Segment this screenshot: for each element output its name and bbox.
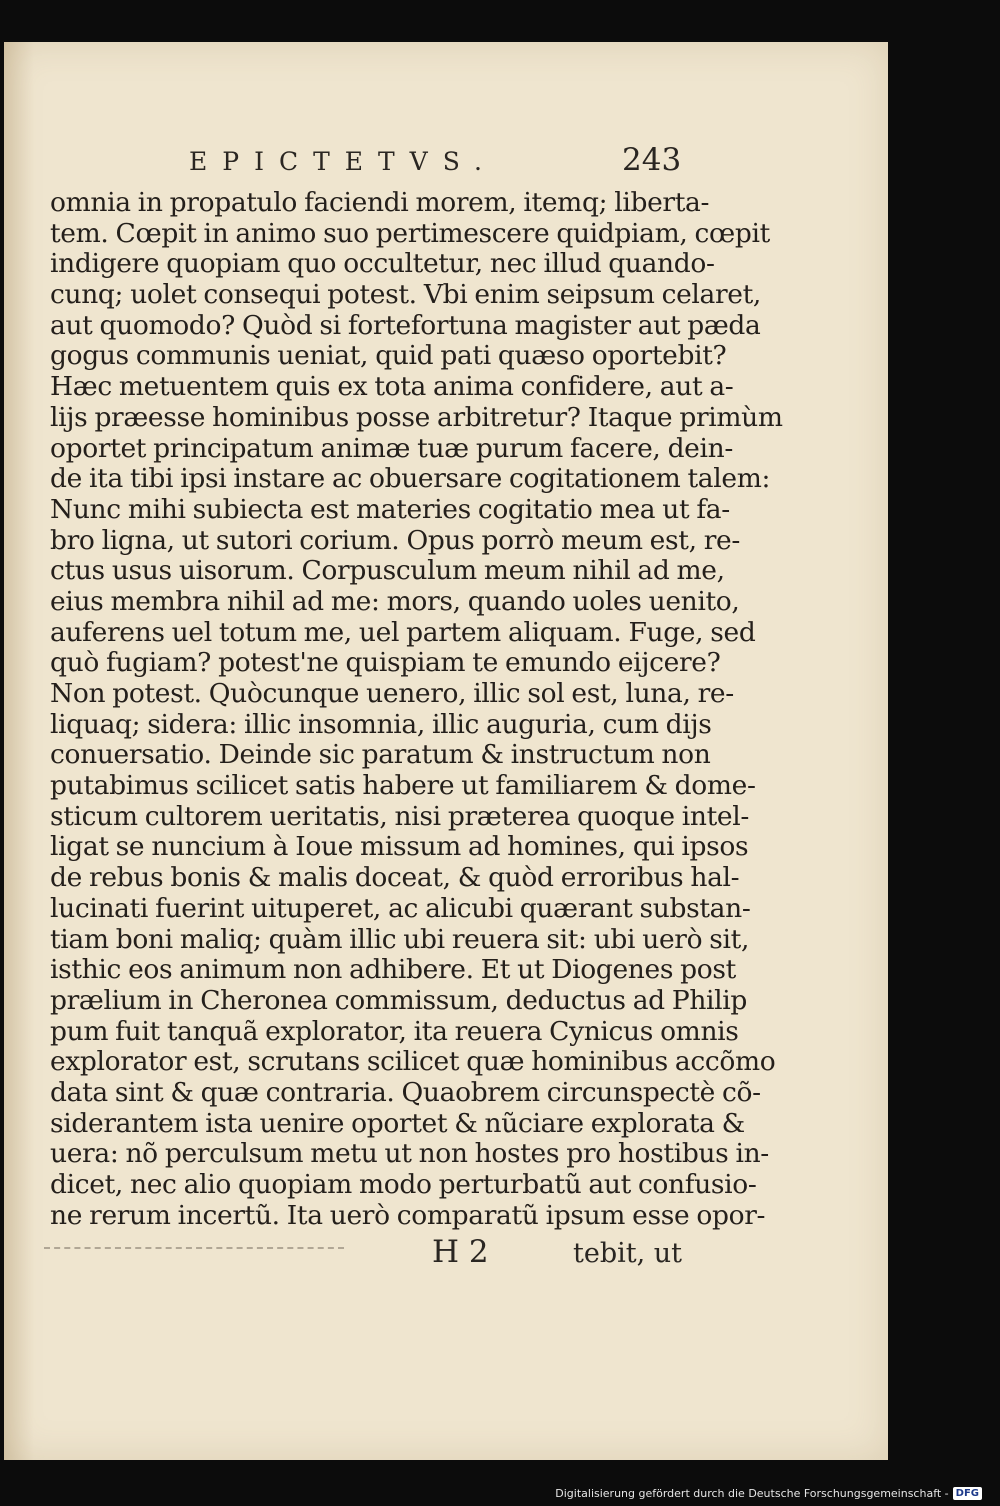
text-line: oportet principatum animæ tuæ purum facere, dein- xyxy=(50,432,733,464)
text-line: tem. Cœpit in animo suo pertimescere quidpiam, cœpit xyxy=(50,217,770,249)
text-line: pum fuit tanquã explorator, ita reuera Cynicus omnis xyxy=(50,1015,739,1047)
text-line: indigere quopiam quo occultetur, nec illud quando- xyxy=(50,248,715,280)
text-line: cunq; uolet consequi potest. Vbi enim seipsum celaret, xyxy=(50,279,762,311)
book-page xyxy=(4,42,888,1460)
text-line: Hæc metuentem quis ex tota anima confidere, aut a- xyxy=(50,371,734,403)
running-head: EPICTETVS. xyxy=(189,147,497,176)
page-number: 243 xyxy=(622,142,682,178)
text-line: ne rerum incertũ. Ita uerò comparatũ ipsum esse opor- xyxy=(50,1199,766,1231)
text-line: sticum cultorem ueritatis, nisi præterea quoque intel- xyxy=(50,800,749,832)
text-line: quò fugiam? potest'ne quispiam te emundo eijcere? xyxy=(50,647,721,679)
text-line: Non potest. Quòcunque uenero, illic sol est, luna, re- xyxy=(50,678,734,709)
text-line: prælium in Cheronea commissum, deductus ad Philip xyxy=(50,984,748,1016)
text-line: tiam boni maliq; quàm illic ubi reuera sit: ubi uerò sit, xyxy=(50,923,750,955)
text-line: putabimus scilicet satis habere ut familiarem & dome- xyxy=(50,770,756,802)
text-line: aut quomodo? Quòd si fortefortuna magister aut pæda xyxy=(50,309,761,341)
text-line: isthic eos animum non adhibere. Et ut Diogenes post xyxy=(50,954,736,986)
text-line: liquaq; sidera: illic insomnia, illic auguria, cum dijs xyxy=(50,708,712,740)
text-line: eius membra nihil ad me: mors, quando uoles uenito, xyxy=(50,585,740,617)
bottom-rule xyxy=(44,1247,344,1249)
catchword: tebit, ut xyxy=(573,1238,683,1269)
text-line: data sint & quæ contraria. Quaobrem circunspectè cõ- xyxy=(50,1076,761,1108)
text-line: omnia in propatulo faciendi morem, itemq; liberta- xyxy=(50,187,710,218)
text-line: explorator est, scrutans scilicet quæ hominibus accõmo xyxy=(50,1046,776,1078)
body-text xyxy=(50,187,783,1231)
text-line: Nunc mihi subiecta est materies cogitatio mea ut fa- xyxy=(50,493,730,525)
text-line: de rebus bonis & malis doceat, & quòd erroribus hal- xyxy=(50,862,740,894)
digitization-credit xyxy=(555,1487,982,1500)
dfg-logo-icon: DFG xyxy=(953,1487,982,1500)
text-line: auferens uel totum me, uel partem aliquam. Fuge, sed xyxy=(50,616,756,648)
text-line: conuersatio. Deinde sic paratum & instructum non xyxy=(50,739,711,771)
text-line: lucinati fuerint uituperet, ac alicubi quærant substan- xyxy=(50,892,751,924)
text-line: bro ligna, ut sutori corium. Opus porrò meum est, re- xyxy=(50,524,740,556)
signature-mark: H 2 xyxy=(432,1234,489,1270)
credit-text: Digitalisierung gefördert durch die Deutsche Forschungsgemeinschaft - xyxy=(555,1487,949,1500)
text-line: siderantem ista uenire oportet & nũciare explorata & xyxy=(50,1107,745,1139)
text-line: ligat se nuncium à Ioue missum ad homines, qui ipsos xyxy=(50,831,749,863)
text-line: lijs præesse hominibus posse arbitretur? Itaque primùm xyxy=(50,401,783,433)
text-line: de ita tibi ipsi instare ac obuersare cogitationem talem: xyxy=(50,463,771,495)
text-line: dicet, nec alio quopiam modo perturbatũ aut confusio- xyxy=(50,1169,757,1200)
text-line: ctus usus uisorum. Corpusculum meum nihil ad me, xyxy=(50,555,725,587)
text-line: uera: nõ perculsum metu ut non hostes pro hostibus in- xyxy=(50,1138,769,1170)
text-line: gogus communis ueniat, quid pati quæso oportebit? xyxy=(50,340,727,372)
